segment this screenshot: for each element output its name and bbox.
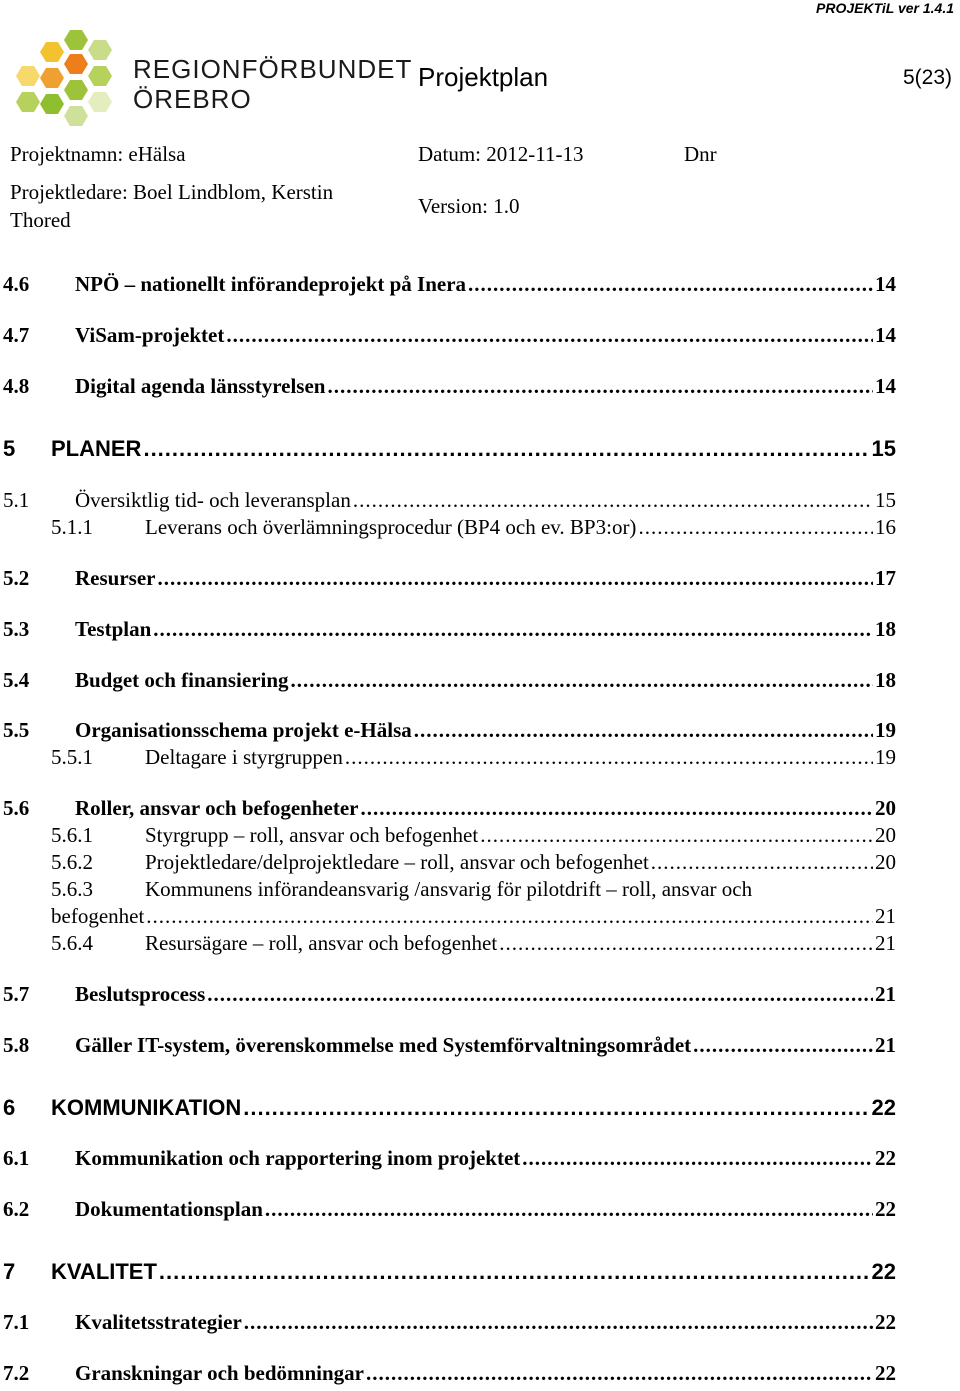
toc-entry-page: 22 [875, 1361, 896, 1385]
project-leader-line1: Projektledare: Boel Lindblom, Kerstin [10, 180, 334, 204]
toc-entry-page: 18 [875, 617, 896, 641]
toc-entry-page: 19 [875, 745, 896, 769]
toc-entry-title: Kommunikation och rapportering inom projektet [75, 1146, 521, 1170]
toc-entry-page: 14 [875, 374, 896, 398]
toc-entry[interactable] [0, 796, 896, 824]
toc-entry[interactable] [0, 668, 896, 696]
toc-entry-page: 18 [875, 668, 896, 692]
toc-entry-number: 5.4 [3, 668, 30, 692]
toc-leader-dots [414, 718, 873, 743]
toc-entry-page: 22 [871, 1259, 896, 1284]
toc-entry-page: 22 [871, 1095, 896, 1120]
toc-entry-number: 5.6 [3, 796, 30, 820]
toc-entry[interactable] [0, 374, 896, 402]
toc-entry-page: 21 [875, 931, 896, 955]
toc-entry-title: KOMMUNIKATION [51, 1095, 242, 1120]
toc-leader-dots [353, 488, 873, 513]
toc-entry[interactable] [0, 1259, 896, 1287]
toc-entry-title: Testplan [75, 617, 152, 641]
toc-entry-number: 5.6.3 [51, 877, 93, 901]
toc-leader-dots [480, 823, 873, 848]
toc-entry-continuation[interactable] [51, 904, 896, 932]
toc-entry-title: Budget och finansiering [75, 668, 289, 692]
toc-entry-number: 5.2 [3, 566, 30, 590]
toc-leader-dots [468, 272, 873, 297]
hexagon-cluster-icon [8, 26, 128, 130]
toc-entry-number: 4.6 [3, 272, 30, 296]
toc-leader-dots [157, 566, 873, 591]
toc-entry[interactable] [0, 850, 896, 878]
toc-entry[interactable] [0, 515, 896, 543]
project-name: Projektnamn: eHälsa [10, 142, 186, 166]
toc-entry-page: 20 [875, 850, 896, 874]
toc-entry-title: Resursägare – roll, ansvar och befogenhet [145, 931, 498, 955]
toc-leader-dots [327, 374, 873, 399]
logo-text-line1: REGIONFÖRBUNDET [133, 54, 413, 84]
toc-entry-number: 7.1 [3, 1310, 30, 1334]
toc-leader-dots [360, 796, 873, 821]
toc-entry-number: 5.1.1 [51, 515, 93, 539]
toc-entry-title: Resurser [75, 566, 156, 590]
toc-entry-title: NPÖ – nationellt införandeprojekt på Inera [75, 272, 467, 296]
toc-entry-number: 5.6.2 [51, 850, 93, 874]
toc-entry-number: 5.7 [3, 982, 30, 1006]
toc-entry-page: 22 [875, 1310, 896, 1334]
toc-entry-number: 6 [3, 1095, 16, 1120]
toc-entry[interactable] [0, 877, 896, 905]
toc-entry-title: KVALITET [51, 1259, 157, 1284]
toc-entry-page: 14 [875, 323, 896, 347]
toc-entry-number: 4.8 [3, 374, 30, 398]
toc-leader-dots [522, 1146, 873, 1171]
toc-leader-dots [265, 1197, 873, 1222]
toc-leader-dots [226, 323, 873, 348]
page-number: 5(23) [902, 66, 952, 89]
toc-entry-title: Roller, ansvar och befogenheter [75, 796, 359, 820]
toc-entry-number: 6.1 [3, 1146, 30, 1170]
toc-entry[interactable] [0, 1146, 896, 1174]
toc-entry-number: 7 [3, 1259, 16, 1284]
toc-entry-title: ViSam-projektet [75, 323, 225, 347]
toc-entry[interactable] [0, 272, 896, 300]
toc-entry-title: Kommunens införandeansvarig /ansvarig för pilotdrift – roll, ansvar och [145, 877, 753, 901]
toc-entry-number: 5.5 [3, 718, 30, 742]
toc-entry-page: 21 [875, 1033, 896, 1057]
document-date: Datum: 2012-11-13 [418, 142, 584, 166]
toc-entry[interactable] [0, 1197, 896, 1225]
toc-leader-dots [143, 436, 869, 462]
template-version-label: PROJEKTiL ver 1.4.1 [816, 0, 954, 16]
toc-leader-dots [146, 904, 873, 929]
toc-entry-title: Granskningar och bedömningar [75, 1361, 365, 1385]
toc-entry[interactable] [0, 1310, 896, 1338]
toc-entry-page: 22 [875, 1146, 896, 1170]
toc-entry-page: 14 [875, 272, 896, 296]
toc-leader-dots [244, 1310, 873, 1335]
document-dnr: Dnr [684, 142, 717, 166]
toc-entry-number: 6.2 [3, 1197, 30, 1221]
toc-entry-number: 5.6.4 [51, 931, 93, 955]
toc-entry-title: Leverans och överlämningsprocedur (BP4 och ev. BP3:or) [145, 515, 637, 539]
toc-entry-number: 5.1 [3, 488, 30, 512]
toc-leader-dots [153, 617, 873, 642]
toc-entry[interactable] [0, 823, 896, 851]
toc-leader-dots [291, 668, 873, 693]
toc-entry[interactable] [0, 1033, 896, 1061]
toc-entry-page: 22 [875, 1197, 896, 1221]
toc-leader-dots [207, 982, 873, 1007]
toc-leader-dots [651, 850, 873, 875]
toc-entry-title: Organisationsschema projekt e-Hälsa [75, 718, 412, 742]
toc-entry-title-continued: befogenhet [51, 904, 145, 928]
project-leader-line2: Thored [10, 208, 71, 232]
toc-leader-dots [243, 1095, 869, 1121]
toc-entry-page: 21 [875, 982, 896, 1006]
toc-entry-number: 5 [3, 436, 16, 461]
toc-entry[interactable] [0, 718, 896, 746]
toc-entry-number: 5.8 [3, 1033, 30, 1057]
toc-entry-title: Projektledare/delprojektledare – roll, ansvar och befogenhet [145, 850, 649, 874]
toc-leader-dots [499, 931, 873, 956]
toc-entry-page: 20 [875, 796, 896, 820]
toc-entry-title: Beslutsprocess [75, 982, 206, 1006]
toc-entry-title: Kvalitetsstrategier [75, 1310, 242, 1334]
toc-entry-number: 5.6.1 [51, 823, 93, 847]
toc-entry-title: Dokumentationsplan [75, 1197, 263, 1221]
toc-entry-number: 5.3 [3, 617, 30, 641]
toc-entry-number: 4.7 [3, 323, 30, 347]
toc-entry-number: 7.2 [3, 1361, 30, 1385]
document-version: Version: 1.0 [418, 194, 520, 218]
toc-leader-dots [693, 1033, 873, 1058]
toc-leader-dots [638, 515, 873, 540]
toc-entry-page: 15 [875, 488, 896, 512]
toc-entry-number: 5.5.1 [51, 745, 93, 769]
toc-leader-dots [366, 1361, 873, 1386]
toc-entry[interactable] [0, 323, 896, 351]
toc-entry-page: 21 [875, 904, 896, 928]
toc-entry-page: 20 [875, 823, 896, 847]
toc-entry[interactable] [0, 745, 896, 773]
toc-entry-page: 19 [875, 718, 896, 742]
toc-entry-title: PLANER [51, 436, 142, 461]
toc-entry-title: Styrgrupp – roll, ansvar och befogenhet [145, 823, 479, 847]
toc-entry-title: Översiktlig tid- och leveransplan [75, 488, 351, 512]
toc-entry[interactable] [0, 931, 896, 959]
logo-text-line2: ÖREBRO [133, 84, 252, 114]
toc-entry[interactable] [0, 982, 896, 1010]
toc-leader-dots [159, 1259, 870, 1285]
toc-entry-page: 17 [875, 566, 896, 590]
toc-entry[interactable] [0, 566, 896, 594]
toc-entry-title: Gäller IT-system, överenskommelse med Systemförvaltningsområdet [75, 1033, 692, 1057]
toc-entry[interactable] [0, 488, 896, 516]
toc-entry-page: 15 [871, 436, 896, 461]
toc-entry-page: 16 [875, 515, 896, 539]
toc-entry[interactable] [0, 1095, 896, 1123]
organization-logo [8, 26, 413, 130]
toc-entry[interactable] [0, 617, 896, 645]
toc-leader-dots [345, 745, 873, 770]
toc-entry-title: Digital agenda länsstyrelsen [75, 374, 326, 398]
document-title: Projektplan [418, 62, 549, 92]
toc-entry-title: Deltagare i styrgruppen [145, 745, 343, 769]
toc-entry[interactable] [0, 1361, 896, 1389]
toc-entry[interactable] [0, 436, 896, 464]
